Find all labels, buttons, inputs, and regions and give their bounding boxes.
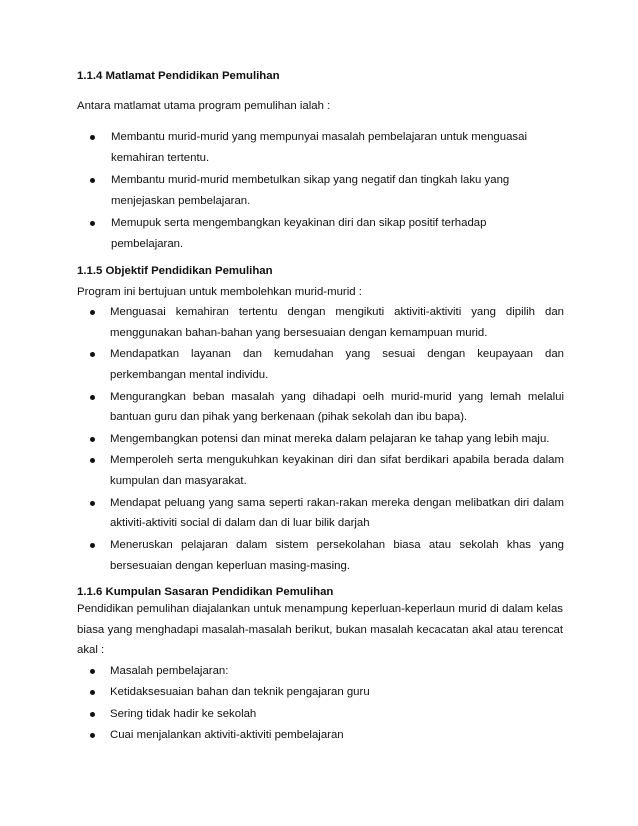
target-groups-list — [77, 661, 564, 746]
bullet-icon — [90, 352, 95, 357]
list-item: Memperoleh serta mengukuhkan keyakinan diri dan sifat berdikari apabila berada dalam kumpulan dan masyarakat. — [77, 450, 564, 492]
bullet-icon — [90, 135, 95, 140]
list-item: Masalah pembelajaran: — [77, 661, 564, 682]
list-item: Cuai menjalankan aktiviti-aktiviti pembelajaran — [77, 725, 564, 746]
section-heading-1-1-5: 1.1.5 Objektif Pendidikan Pemulihan — [77, 265, 273, 277]
section-intro-1-1-6: Pendidikan pemulihan diajalankan untuk menampung keperluan-keperlaun murid di dalam kelas biasa yang menghadapi masalah-masalah berikut, bukan masalah kecacatan akal atau terencat akal : — [77, 603, 563, 657]
list-item: Memupuk serta mengembangkan keyakinan diri dan sikap positif terhadap pembelajaran. — [80, 213, 550, 254]
bullet-icon — [90, 690, 95, 695]
bullet-icon — [90, 178, 95, 183]
goals-list — [80, 127, 550, 256]
bullet-icon — [90, 458, 95, 463]
bullet-icon — [90, 437, 95, 442]
list-item: Membantu murid-murid membetulkan sikap yang negatif dan tingkah laku yang menjejaskan pembelajaran. — [80, 170, 550, 211]
list-item: Mendapatkan layanan dan kemudahan yang sesuai dengan keupayaan dan perkembangan mental individu. — [77, 344, 564, 386]
section-intro-1-1-5: Program ini bertujuan untuk membolehkan murid-murid : — [77, 286, 362, 298]
list-item: Membantu murid-murid yang mempunyai masalah pembelajaran untuk menguasai kemahiran tertentu. — [80, 127, 550, 168]
list-item: Mengurangkan beban masalah yang dihadapi oelh murid-murid yang lemah melalui bantuan guru dan pihak yang berkenaan (pihak sekolah dan ibu bapa). — [77, 387, 564, 429]
list-item: Sering tidak hadir ke sekolah — [77, 704, 564, 725]
section-heading-1-1-6: 1.1.6 Kumpulan Sasaran Pendidikan Pemulihan — [77, 586, 334, 598]
section-intro-1-1-4: Antara matlamat utama program pemulihan ialah : — [77, 100, 331, 112]
bullet-icon — [90, 543, 95, 548]
list-item: Meneruskan pelajaran dalam sistem persekolahan biasa atau sekolah khas yang bersesuaian dengan keperluan masing-masing. — [77, 535, 564, 577]
bullet-icon — [90, 221, 95, 226]
bullet-icon — [90, 395, 95, 400]
list-item: Mengembangkan potensi dan minat mereka dalam pelajaran ke tahap yang lebih maju. — [77, 429, 564, 450]
list-item: Menguasai kemahiran tertentu dengan mengikuti aktiviti-aktiviti yang dipilih dan menggunakan bahan-bahan yang bersesuaian dengan kemampuan murid. — [77, 302, 564, 344]
bullet-icon — [90, 733, 95, 738]
list-item: Mendapat peluang yang sama seperti rakan-rakan mereka dengan melibatkan diri dalam aktiviti-aktiviti social di dalam dan di luar bilik darjah — [77, 493, 564, 535]
objectives-list — [77, 302, 564, 577]
section-heading-1-1-4: 1.1.4 Matlamat Pendidikan Pemulihan — [77, 70, 280, 82]
bullet-icon — [90, 310, 95, 315]
list-item: Ketidaksesuaian bahan dan teknik pengajaran guru — [77, 682, 564, 703]
bullet-icon — [90, 712, 95, 717]
bullet-icon — [90, 669, 95, 674]
bullet-icon — [90, 501, 95, 506]
